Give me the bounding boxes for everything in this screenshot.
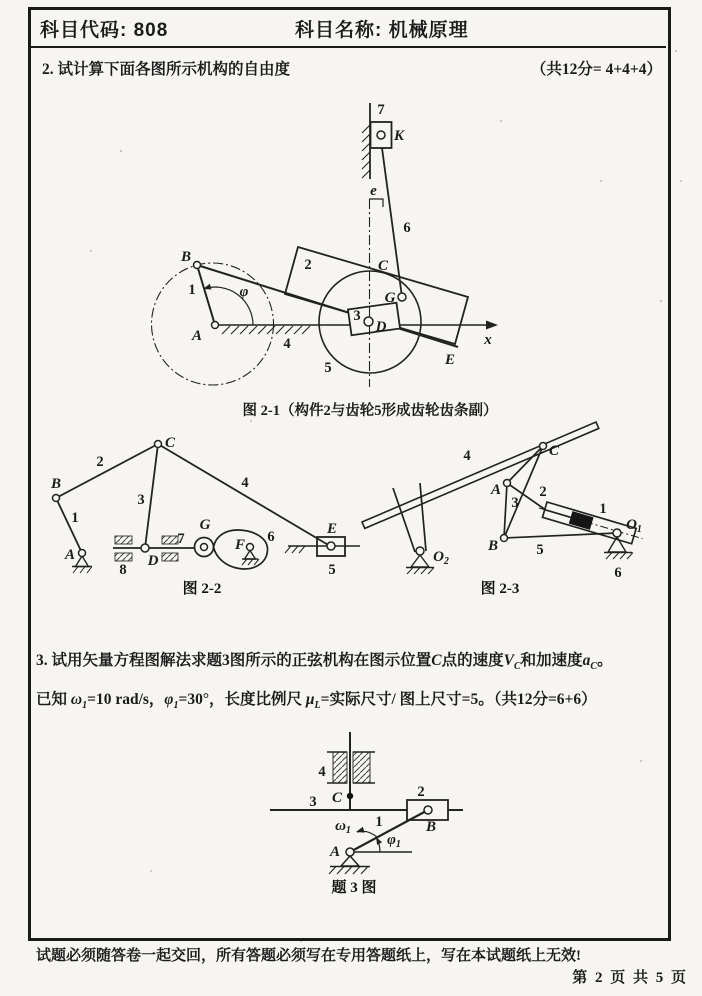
fig22-label-G: G (199, 517, 211, 533)
figure-ti3 (240, 725, 470, 900)
fig22-label-A: A (64, 547, 76, 563)
fig23-label-O2: $O_2$ (433, 549, 449, 567)
fig21-label-1: 1 (188, 282, 196, 298)
fig22-pin-D (141, 544, 149, 552)
fig22-label-E: E (326, 521, 338, 537)
subject-name: 科目名称: 机械原理 (295, 20, 469, 41)
fig23-label-1: 1 (599, 501, 607, 517)
fig23-block-edge-left (393, 488, 415, 552)
fig22-pin-A (79, 550, 86, 557)
fig3-pin-B (424, 806, 432, 814)
figure-2-3 (360, 425, 680, 603)
fig21-pin-D (364, 317, 373, 326)
question-2-row (42, 57, 662, 79)
fig21-label-A: A (191, 328, 203, 344)
fig21-pin-K (377, 131, 385, 139)
fig3-point-C (347, 793, 353, 799)
fig21-label-phi: φ (239, 284, 249, 300)
fig21-pin-G (398, 293, 406, 301)
question-3-line2: 已知 $\omega_1=10$ rad/s，$\varphi_1=30^\circ$，长度比例尺 $\mu_L=$实际尺寸/ 图上尺寸=5。（共12分=6+6） (36, 691, 597, 711)
figure-2-1-caption: 图 2-1（构件2与齿轮5形成齿轮齿条副） (242, 403, 498, 419)
fig21-label-5: 5 (324, 360, 332, 376)
fig23-label-2: 2 (539, 484, 547, 500)
fig22-label-6: 6 (267, 529, 275, 545)
fig22-link-3 (145, 444, 158, 548)
fig21-guide-hatching (362, 125, 370, 178)
fig23-pin-A (504, 480, 511, 487)
fig23-label-5: 5 (536, 542, 544, 558)
fig21-label-7: 7 (377, 102, 385, 118)
figure-2-2 (30, 425, 375, 603)
fig3-label-omega1: $\omega_1$ (335, 818, 351, 836)
fig23-link-3 (504, 483, 507, 538)
fig23-block-edge-right (420, 483, 426, 551)
fig23-label-6: 6 (614, 565, 622, 581)
fig21-x-axis-arrow-icon (486, 321, 498, 330)
fig22-label-8: 8 (119, 562, 127, 578)
fig23-label-C: C (548, 443, 560, 459)
fig3-label-C: C (331, 790, 343, 806)
fig23-pivot-O2 (406, 555, 434, 574)
figure-2-1 (140, 95, 510, 398)
fig22-label-C: C (164, 435, 176, 451)
fig3-pin-A (346, 848, 354, 856)
fig22-pin-C (155, 441, 162, 448)
fig23-label-O1: $O_1$ (626, 517, 642, 535)
fig3-label-3: 3 (309, 794, 317, 810)
fig21-crank-1 (197, 265, 215, 325)
fig21-e-offset-bracket (369, 199, 383, 207)
question-3-line1: 3. 试用矢量方程图解法求题3图所示的正弦机构在图示位置C点的速度$V_C$和加速度$a_C$。 (36, 652, 613, 672)
fig22-label-5: 5 (328, 562, 336, 578)
fig21-label-x: x (484, 332, 492, 348)
fig22-label-D: D (147, 553, 159, 569)
fig3-label-A: A (329, 844, 341, 860)
figure-2-3-caption: 图 2-3 (480, 581, 520, 597)
fig3-label-phi1: $\varphi_1$ (387, 832, 401, 850)
fig23-link-5 (504, 533, 617, 538)
fig22-label-7: 7 (177, 531, 185, 547)
fig22-link-2 (56, 444, 158, 498)
fig21-label-C: C (377, 258, 389, 274)
fig3-omega1-arrow-icon (356, 827, 365, 833)
fig21-label-G: G (384, 290, 396, 306)
fig3-label-4: 4 (318, 764, 326, 780)
fig22-pin-B (53, 495, 60, 502)
fig21-label-e: e (370, 183, 377, 199)
question-3 (36, 644, 670, 722)
fig22-pin-G (201, 544, 208, 551)
fig23-label-3: 3 (511, 495, 519, 511)
fig22-pin-E (327, 542, 335, 550)
fig21-label-2: 2 (304, 257, 312, 273)
fig21-label-E: E (444, 352, 456, 368)
fig21-label-B: B (180, 249, 192, 265)
fig21-label-4: 4 (283, 336, 291, 352)
fig21-label-3: 3 (353, 308, 361, 324)
fig21-label-6: 6 (403, 220, 411, 236)
fig22-pin-F (247, 544, 254, 551)
fig23-pin-B (501, 535, 508, 542)
fig21-pin-A (212, 322, 219, 329)
figure-ti3-caption: 题 3 图 (331, 880, 377, 896)
question-2-points: （共12分= 4+4+4） (530, 61, 662, 78)
fig23-pin-O1 (613, 529, 621, 537)
header-divider (30, 46, 666, 48)
fig22-label-2: 2 (96, 454, 104, 470)
fig22-label-4: 4 (241, 475, 249, 491)
fig23-label-A: A (490, 482, 502, 498)
fig23-label-4: 4 (463, 448, 471, 464)
fig22-label-3: 3 (137, 492, 145, 508)
fig23-pin-O2 (416, 547, 424, 555)
fig21-ground-hatching (222, 326, 310, 334)
question-2-text: 2. 试计算下面各图所示机构的自由度 (42, 61, 291, 78)
fig22-label-F: F (234, 537, 246, 553)
fig21-label-K: K (393, 128, 405, 144)
fig22-label-B: B (50, 476, 62, 492)
fig3-label-2: 2 (417, 784, 425, 800)
fig22-ground-hatching-E (285, 546, 305, 553)
figure-2-2-caption: 图 2-2 (182, 581, 222, 597)
fig3-label-1: 1 (375, 814, 383, 830)
fig3-label-B: B (425, 819, 437, 835)
subject-code: 科目代码: 808 (40, 20, 169, 41)
fig21-label-D: D (375, 319, 387, 335)
fig23-label-B: B (487, 538, 499, 554)
fig22-label-1: 1 (71, 510, 79, 526)
fig3-phi1-arrow-icon (376, 837, 382, 845)
fig23-pin-C (540, 443, 547, 450)
fig21-pin-B (194, 262, 201, 269)
footer-notice: 试题必须随答卷一起交回，所有答题必须写在专用答题纸上，写在本试题纸上无效! (36, 948, 581, 964)
page-number: 第 2 页 共 5 页 (572, 970, 688, 986)
